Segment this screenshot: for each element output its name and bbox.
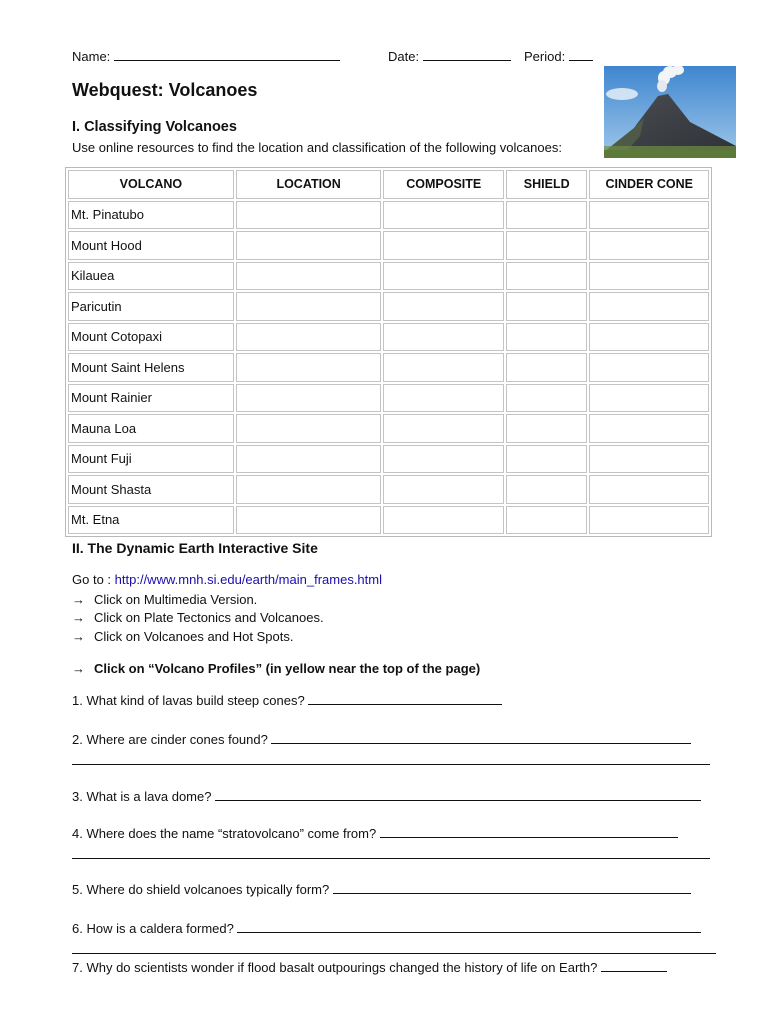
shield-cell[interactable]: [506, 262, 587, 291]
table-row: [68, 475, 709, 504]
volcano-name: Mount Rainier: [68, 384, 234, 413]
period-blank[interactable]: [569, 48, 593, 61]
table-row: [68, 445, 709, 474]
volcano-name: Mount Shasta: [68, 475, 234, 504]
question-text: 6. How is a caldera formed?: [72, 921, 234, 936]
question-1: [72, 692, 502, 708]
answer-blank[interactable]: [380, 825, 678, 838]
step-text: Click on Plate Tectonics and Volcanoes.: [94, 610, 324, 625]
step-text: Click on Multimedia Version.: [94, 592, 258, 607]
shield-cell[interactable]: [506, 231, 587, 260]
cinder-cone-cell[interactable]: [589, 353, 709, 382]
answer-blank[interactable]: [308, 692, 502, 705]
shield-cell[interactable]: [506, 292, 587, 321]
volcano-name: Paricutin: [68, 292, 234, 321]
shield-cell[interactable]: [506, 353, 587, 382]
name-blank[interactable]: [114, 48, 340, 61]
volcano-name: Mount Hood: [68, 231, 234, 260]
composite-cell[interactable]: [383, 384, 504, 413]
composite-cell[interactable]: [383, 475, 504, 504]
table-row: [68, 262, 709, 291]
location-cell[interactable]: [236, 201, 382, 230]
volcano-table: [65, 167, 712, 537]
location-cell[interactable]: [236, 384, 382, 413]
arrow-icon: →: [72, 661, 85, 676]
question-text: 5. Where do shield volcanoes typically form?: [72, 882, 330, 897]
table-row: [68, 414, 709, 443]
cinder-cone-cell[interactable]: [589, 475, 709, 504]
question-3: [72, 788, 701, 804]
volcano-profiles-instruction: [72, 661, 480, 676]
question-text: 1. What kind of lavas build steep cones?: [72, 693, 305, 708]
table-row: [68, 506, 709, 535]
step-text: Click on Volcanoes and Hot Spots.: [94, 629, 294, 644]
page-title: Webquest: Volcanoes: [72, 80, 258, 100]
location-cell[interactable]: [236, 353, 382, 382]
arrow-icon: →: [72, 592, 85, 607]
question-6: [72, 920, 701, 936]
cinder-cone-cell[interactable]: [589, 292, 709, 321]
shield-cell[interactable]: [506, 201, 587, 230]
goto-line: [72, 572, 382, 587]
section-1-heading: I. Classifying Volcanoes: [72, 119, 237, 135]
volcano-name: Mauna Loa: [68, 414, 234, 443]
cinder-cone-cell[interactable]: [589, 231, 709, 260]
shield-cell[interactable]: [506, 445, 587, 474]
period-label: Period:: [524, 49, 566, 64]
answer-blank[interactable]: [601, 959, 667, 972]
date-blank[interactable]: [423, 48, 511, 61]
answer-blank[interactable]: [333, 881, 691, 894]
step-item: [72, 592, 257, 607]
table-row: [68, 353, 709, 382]
table-row: [68, 384, 709, 413]
composite-cell[interactable]: [383, 323, 504, 352]
cinder-cone-cell[interactable]: [589, 323, 709, 352]
question-text: 2. Where are cinder cones found?: [72, 732, 268, 747]
shield-cell[interactable]: [506, 506, 587, 535]
section-2-heading: II. The Dynamic Earth Interactive Site: [72, 540, 318, 556]
step-item: [72, 610, 324, 625]
volcano-name: Mt. Etna: [68, 506, 234, 535]
section-1-instructions: Use online resources to find the location and classification of the following volcanoes:: [72, 140, 562, 155]
shield-cell[interactable]: [506, 323, 587, 352]
composite-cell[interactable]: [383, 506, 504, 535]
volcano-photo-icon: [604, 66, 736, 158]
date-label: Date:: [388, 49, 420, 64]
dynamic-earth-link[interactable]: http://www.mnh.si.edu/earth/main_frames.html: [114, 572, 382, 587]
composite-cell[interactable]: [383, 292, 504, 321]
period-field[interactable]: [524, 48, 593, 64]
composite-cell[interactable]: [383, 201, 504, 230]
column-header-shield: SHIELD: [506, 170, 587, 199]
answer-line[interactable]: [72, 764, 710, 765]
composite-cell[interactable]: [383, 353, 504, 382]
composite-cell[interactable]: [383, 414, 504, 443]
question-text: 4. Where does the name “stratovolcano” come from?: [72, 826, 377, 841]
location-cell[interactable]: [236, 445, 382, 474]
location-cell[interactable]: [236, 475, 382, 504]
table-header-row: [68, 170, 709, 199]
name-label: Name:: [72, 49, 111, 64]
composite-cell[interactable]: [383, 231, 504, 260]
volcano-name: Mt. Pinatubo: [68, 201, 234, 230]
column-header-location: LOCATION: [236, 170, 382, 199]
answer-line[interactable]: [72, 953, 716, 954]
location-cell[interactable]: [236, 231, 382, 260]
answer-blank[interactable]: [215, 788, 701, 801]
volcano-name: Mount Saint Helens: [68, 353, 234, 382]
volcano-name: Mount Cotopaxi: [68, 323, 234, 352]
shield-cell[interactable]: [506, 414, 587, 443]
shield-cell[interactable]: [506, 475, 587, 504]
location-cell[interactable]: [236, 292, 382, 321]
table-row: [68, 231, 709, 260]
location-cell[interactable]: [236, 323, 382, 352]
location-cell[interactable]: [236, 262, 382, 291]
step-item: [72, 629, 293, 644]
cinder-cone-cell[interactable]: [589, 201, 709, 230]
question-2: [72, 731, 691, 747]
goto-label: Go to :: [72, 572, 112, 587]
shield-cell[interactable]: [506, 384, 587, 413]
composite-cell[interactable]: [383, 445, 504, 474]
question-5: [72, 881, 691, 897]
column-header-volcano: VOLCANO: [68, 170, 234, 199]
question-text: 3. What is a lava dome?: [72, 789, 212, 804]
cinder-cone-cell[interactable]: [589, 384, 709, 413]
answer-line[interactable]: [72, 858, 710, 859]
question-text: 7. Why do scientists wonder if flood basalt outpourings changed the history of life on Earth?: [72, 960, 598, 975]
cinder-cone-cell[interactable]: [589, 506, 709, 535]
answer-blank[interactable]: [271, 731, 691, 744]
cinder-cone-cell[interactable]: [589, 414, 709, 443]
question-4: [72, 825, 678, 841]
cinder-cone-cell[interactable]: [589, 262, 709, 291]
cinder-cone-cell[interactable]: [589, 445, 709, 474]
table-row: [68, 292, 709, 321]
profiles-text: Click on “Volcano Profiles” (in yellow near the top of the page): [94, 661, 481, 676]
volcano-name: Kilauea: [68, 262, 234, 291]
column-header-composite: COMPOSITE: [383, 170, 504, 199]
question-7: [72, 959, 667, 975]
name-field[interactable]: [72, 48, 340, 64]
date-field[interactable]: [388, 48, 511, 64]
column-header-cinder-cone: CINDER CONE: [589, 170, 709, 199]
composite-cell[interactable]: [383, 262, 504, 291]
volcano-name: Mount Fuji: [68, 445, 234, 474]
location-cell[interactable]: [236, 414, 382, 443]
answer-blank[interactable]: [237, 920, 701, 933]
table-row: [68, 323, 709, 352]
arrow-icon: →: [72, 610, 85, 625]
location-cell[interactable]: [236, 506, 382, 535]
table-row: [68, 201, 709, 230]
arrow-icon: →: [72, 629, 85, 644]
